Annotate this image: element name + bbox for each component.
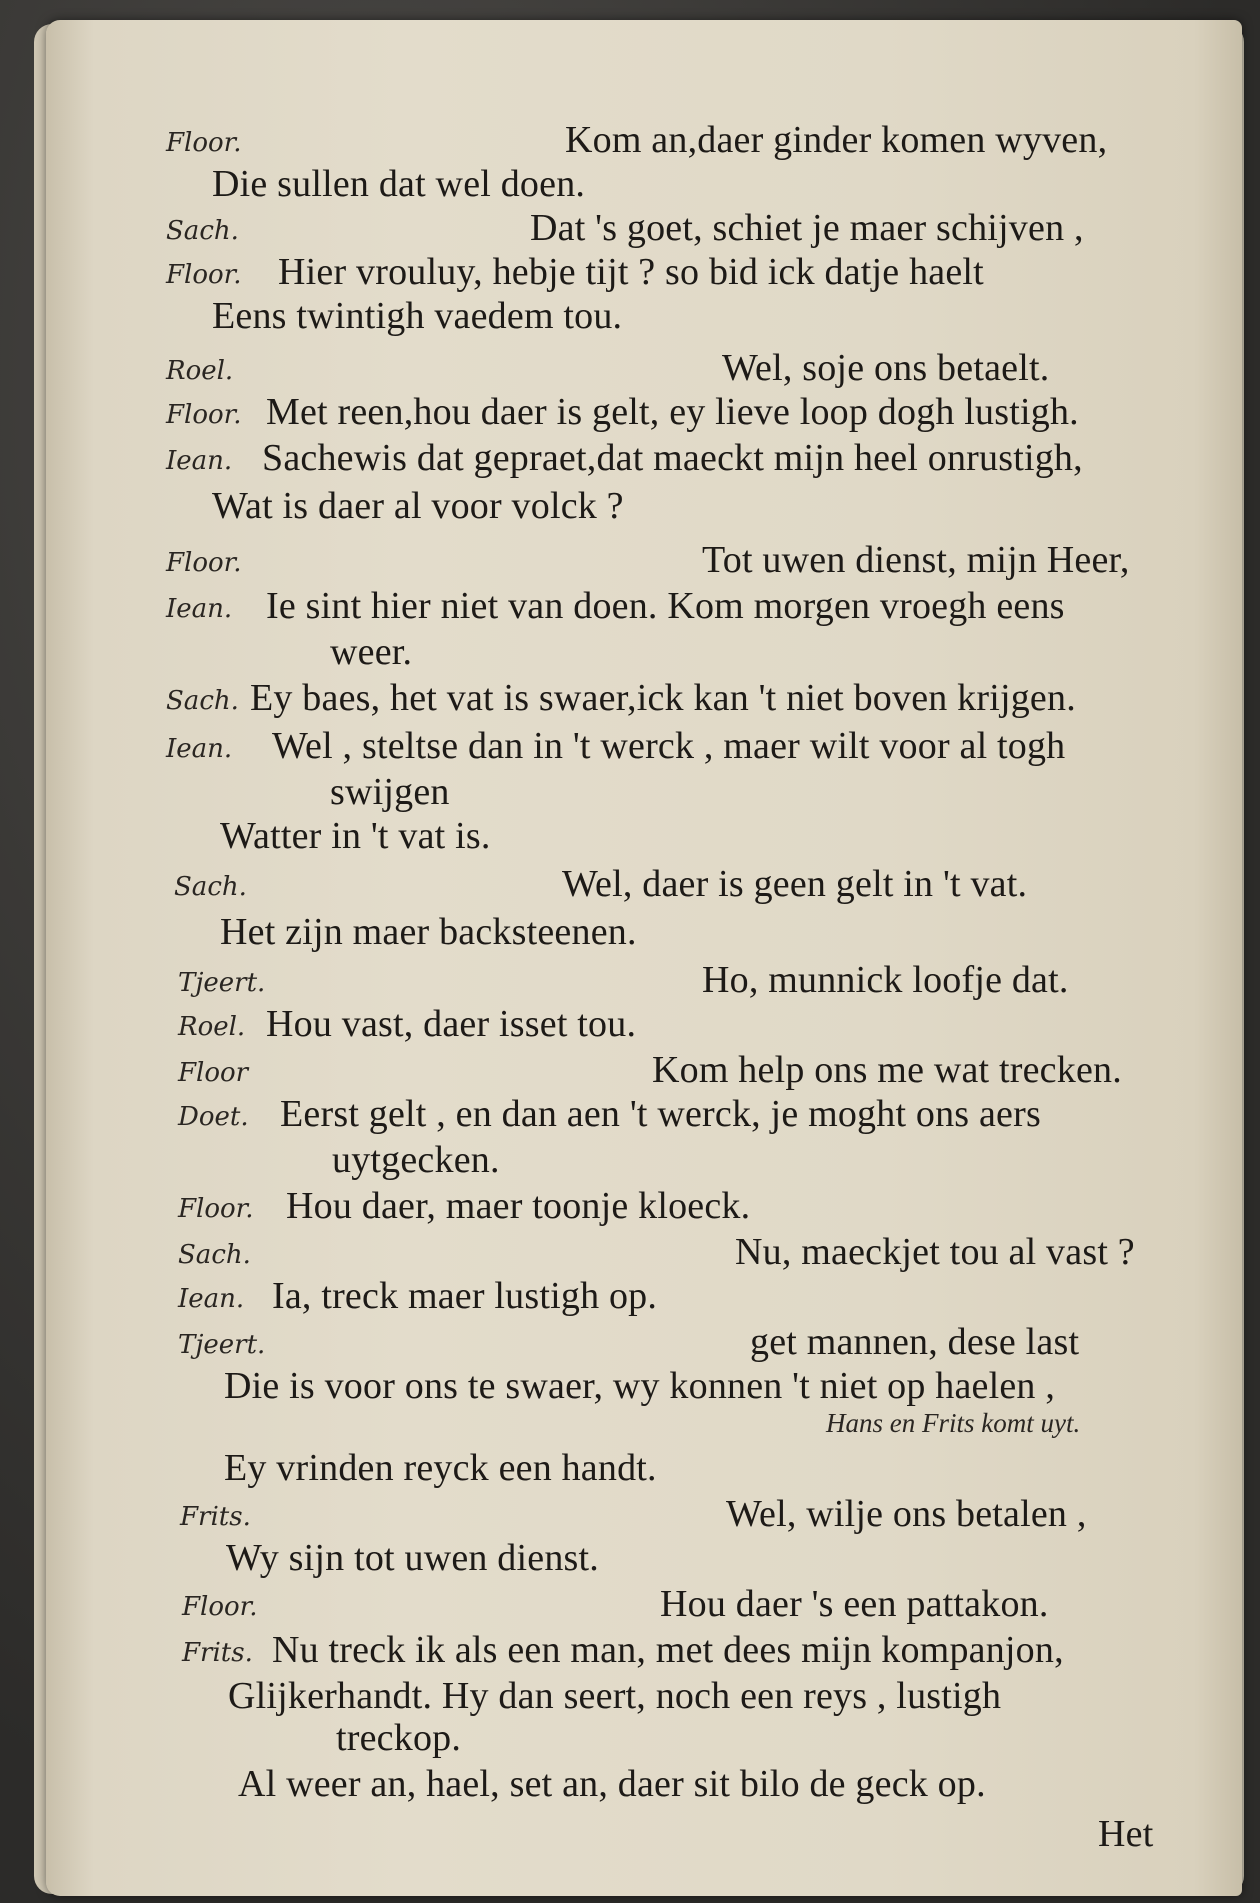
speaker-name: Iean. [166, 734, 233, 764]
verse-line [0, 484, 1260, 530]
stage-direction: Hans en Frits komt uyt. [826, 1408, 1081, 1438]
line-text: Wy sijn tot uwen dienst. [226, 1537, 599, 1579]
line-text: Hou daer, maer toonje kloeck. [286, 1185, 751, 1227]
line-text: Al weer an, hael, set an, daer sit bilo de geck op. [238, 1763, 986, 1805]
speaker-name: Frits. [180, 1502, 251, 1532]
verse-line [0, 910, 1260, 956]
line-text: Eens twintigh vaedem tou. [212, 295, 623, 337]
line-text: uytgecken. [332, 1139, 500, 1181]
verse-line [0, 770, 1260, 816]
speaker-name: Doet. [178, 1102, 249, 1132]
verse-line [0, 1230, 1260, 1276]
line-text: Hou daer 's een pattakon. [660, 1583, 1049, 1625]
line-text: get mannen, dese last [750, 1321, 1080, 1363]
line-text: Wel , steltse dan in 't werck , maer wilt voor al togh [272, 725, 1066, 767]
speaker-name: Sach. [166, 686, 239, 716]
verse-line [0, 1628, 1260, 1674]
verse-line [0, 1536, 1260, 1582]
speaker-name: Roel. [178, 1012, 246, 1042]
line-text: Met reen,hou daer is gelt, ey lieve loop dogh lustigh. [266, 391, 1079, 433]
line-text: swijgen [330, 771, 450, 813]
verse-line [0, 162, 1260, 208]
speaker-name: Sach. [166, 216, 239, 246]
speaker-name: Iean. [166, 446, 233, 476]
line-text: Wat is daer al voor volck ? [212, 485, 624, 527]
line-text: Ey baes, het vat is swaer,ick kan 't niet boven krijgen. [250, 677, 1076, 719]
verse-line [0, 294, 1260, 340]
verse-line [0, 724, 1260, 770]
verse-line [0, 1812, 1260, 1858]
verse-line [0, 1762, 1260, 1808]
line-text: Sachewis dat gepraet,dat maeckt mijn heel onrustigh, [262, 437, 1083, 479]
line-text: Ie sint hier niet van doen. Kom morgen vroegh eens [266, 585, 1065, 627]
verse-line [0, 1582, 1260, 1628]
line-text: Eerst gelt , en dan aen 't werck, je moght ons aers [280, 1093, 1041, 1135]
line-text: Nu treck ik als een man, met dees mijn kompanjon, [272, 1629, 1064, 1671]
verse-line [0, 1274, 1260, 1320]
line-text: Die is voor ons te swaer, wy konnen 't niet op haelen , [224, 1365, 1056, 1407]
speaker-name: Frits. [182, 1638, 253, 1668]
verse-line [0, 250, 1260, 296]
line-text: Ia, treck maer lustigh op. [272, 1275, 658, 1317]
speaker-name: Floor. [166, 548, 242, 578]
speaker-name: Tjeert. [178, 968, 266, 998]
speaker-name: Floor. [166, 128, 242, 158]
verse-line [0, 1048, 1260, 1094]
speaker-name: Floor. [178, 1194, 254, 1224]
line-text: Het zijn maer backsteenen. [220, 911, 637, 953]
speaker-name: Floor [178, 1058, 249, 1088]
line-text: Wel, wilje ons betalen , [726, 1493, 1087, 1535]
line-text: Wel, soje ons betaelt. [722, 347, 1050, 389]
verse-line [0, 862, 1260, 908]
speaker-name: Roel. [166, 356, 234, 386]
catchword: Het [1098, 1813, 1154, 1855]
verse-line [0, 538, 1260, 584]
line-text: Dat 's goet, schiet je maer schijven , [530, 207, 1084, 249]
line-text: Kom an,daer ginder komen wyven, [565, 119, 1108, 161]
verse-line [0, 206, 1260, 252]
speaker-name: Tjeert. [178, 1330, 266, 1360]
line-text: Ey vrinden reyck een handt. [224, 1447, 657, 1489]
verse-line [0, 118, 1260, 164]
verse-line [0, 436, 1260, 482]
line-text: Die sullen dat wel doen. [212, 163, 586, 205]
verse-line [0, 630, 1260, 676]
speaker-name: Iean. [166, 594, 233, 624]
verse-line [0, 1138, 1260, 1184]
verse-line [0, 584, 1260, 630]
verse-line [0, 1446, 1260, 1492]
line-text: weer. [330, 631, 413, 673]
verse-line [0, 814, 1260, 860]
verse-line [0, 1716, 1260, 1762]
verse-line [0, 1674, 1260, 1720]
line-text: Glijkerhandt. Hy dan seert, noch een reys , lustigh [228, 1675, 1002, 1717]
verse-line [0, 390, 1260, 436]
verse-line [0, 1092, 1260, 1138]
line-text: Hier vrouluy, hebje tijt ? so bid ick datje haelt [278, 251, 984, 293]
line-text: Kom help ons me wat trecken. [652, 1049, 1122, 1091]
verse-line [0, 346, 1260, 392]
verse-line [0, 958, 1260, 1004]
speaker-name: Sach. [174, 872, 247, 902]
verse-line [0, 1492, 1260, 1538]
speaker-name: Floor. [182, 1592, 258, 1622]
line-text: treckop. [336, 1717, 462, 1759]
line-text: Nu, maeckjet tou al vast ? [735, 1231, 1135, 1273]
speaker-name: Floor. [166, 400, 242, 430]
line-text: Wel, daer is geen gelt in 't vat. [562, 863, 1028, 905]
verse-line [0, 1002, 1260, 1048]
speaker-name: Sach. [178, 1240, 251, 1270]
verse-line [0, 1320, 1260, 1366]
line-text: Ho, munnick loofje dat. [702, 959, 1069, 1001]
line-text: Watter in 't vat is. [220, 815, 491, 857]
verse-line [0, 1184, 1260, 1230]
speaker-name: Floor. [166, 260, 242, 290]
line-text: Tot uwen dienst, mijn Heer, [702, 539, 1130, 581]
verse-line [0, 676, 1260, 722]
verse-line [0, 1402, 1260, 1448]
speaker-name: Iean. [178, 1284, 245, 1314]
line-text: Hou vast, daer isset tou. [266, 1003, 637, 1045]
